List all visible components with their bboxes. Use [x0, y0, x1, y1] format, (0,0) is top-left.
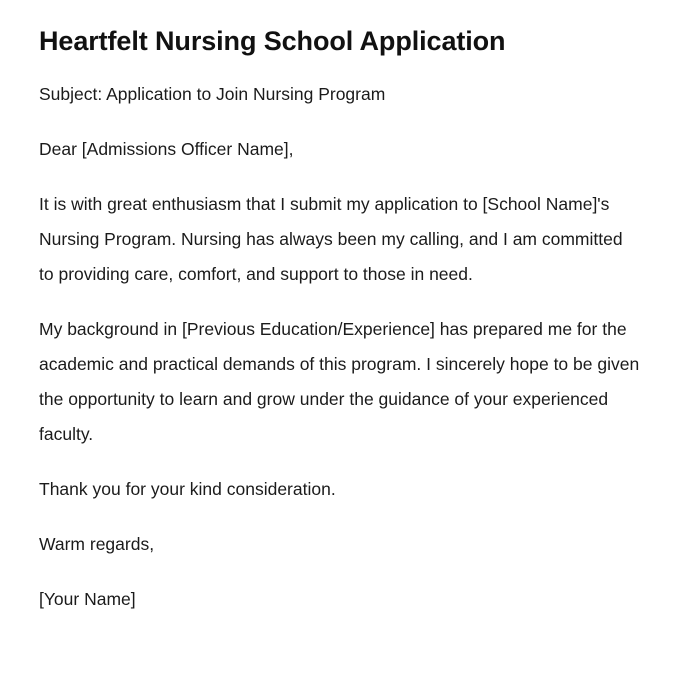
closing-line: Warm regards, [39, 534, 155, 554]
body-paragraph-2: My background in [Previous Education/Experience] has prepared me for the academic and practical demands of this program. I sincerely hope to be given the opportunity to learn and grow under the guidance of your experienced faculty. [39, 319, 640, 444]
body-paragraph-3: Thank you for your kind consideration. [39, 479, 336, 499]
signature-line: [Your Name] [39, 589, 136, 609]
body-paragraph-1: It is with great enthusiasm that I submit my application to [School Name]'s Nursing Program. Nursing has always been my calling, and I am committed to providing care, comfort, and support to those in need. [39, 194, 623, 284]
letter-body [39, 77, 642, 617]
subject-line: Subject: Application to Join Nursing Program [39, 84, 386, 104]
salutation: Dear [Admissions Officer Name], [39, 139, 294, 159]
page-title: Heartfelt Nursing School Application [39, 26, 506, 56]
